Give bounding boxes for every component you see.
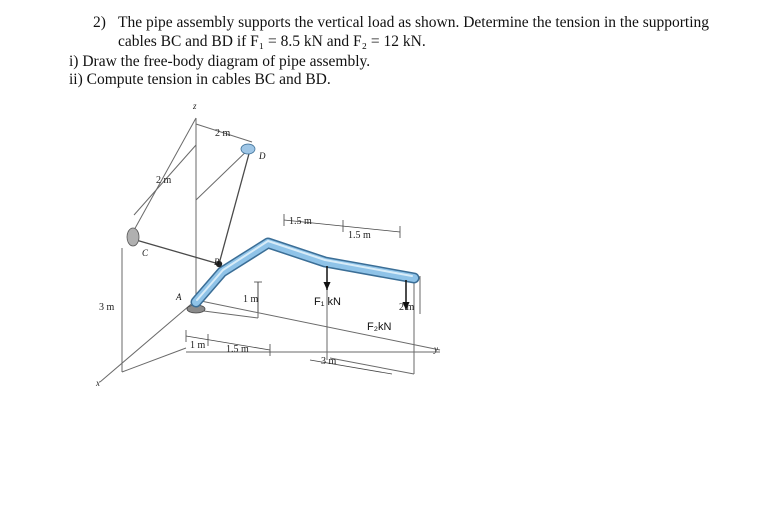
- dim-right-2m: 2 m: [399, 302, 415, 313]
- question-text-line-2: cables BC and BD if F₁ = 8.5 kN and F₂ = 12 kN.: [118, 33, 426, 50]
- force-label-f2: F₂kN: [367, 321, 392, 333]
- cables: [136, 150, 250, 264]
- supports: [127, 144, 255, 313]
- dim-bot-15m: 1.5 m: [226, 344, 249, 355]
- dimension-lines: [186, 214, 420, 374]
- pipe: [196, 241, 414, 302]
- point-label-b: B: [214, 257, 220, 267]
- dim-vert-1m: 1 m: [243, 294, 259, 305]
- point-label-a: A: [176, 292, 182, 302]
- axis-label-z: z: [193, 101, 197, 111]
- dim-left-3m: 3 m: [99, 302, 115, 313]
- dim-side-2m: 2 m: [156, 175, 172, 186]
- force-label-f1: F₁ kN: [314, 296, 341, 308]
- support-c: [127, 228, 139, 246]
- axis-label-x: x: [96, 378, 100, 388]
- dim-seg2: 1.5 m: [348, 230, 371, 241]
- part-ii-text: ii) Compute tension in cables BC and BD.: [69, 71, 331, 88]
- cable-bc: [136, 240, 219, 264]
- dim-seg1: 1.5 m: [289, 216, 312, 227]
- dim-bot-1m: 1 m: [190, 340, 206, 351]
- question-text-line-1: The pipe assembly supports the vertical load as shown. Determine the tension in the supporting: [118, 14, 710, 31]
- floor-left: [122, 348, 186, 372]
- support-d: [241, 144, 255, 154]
- axis-label-y: y: [434, 344, 438, 354]
- part-i-text: i) Draw the free-body diagram of pipe assembly.: [69, 53, 371, 70]
- dim-top-2m: 2 m: [215, 128, 231, 139]
- point-label-c: C: [142, 248, 149, 258]
- x-axis: [100, 300, 196, 382]
- point-label-d: D: [259, 151, 266, 161]
- dim-bot-3m: 3 m: [321, 356, 337, 367]
- cable-bd: [219, 150, 250, 264]
- construction-lines: [100, 118, 440, 382]
- floor-right: [330, 358, 414, 374]
- question-number: 2): [93, 14, 106, 31]
